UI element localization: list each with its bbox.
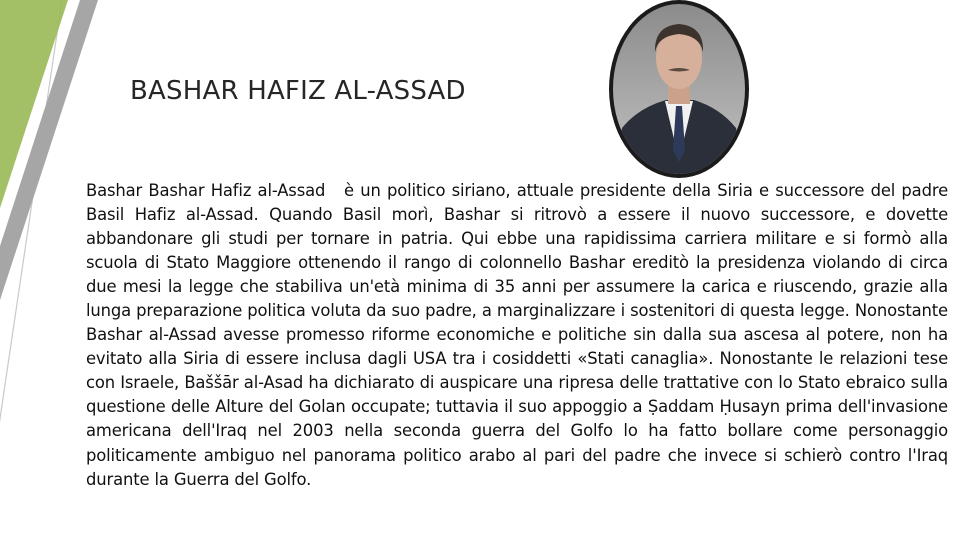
biography-paragraph: Bashar Bashar Hafiz al-Assad è un politico siriano, attuale presidente della Siria e successore del padre Basil Hafiz al-Assad. Quando Basil morì, Bashar si ritrovò a essere il nuovo successore, e dovette abbandonare gli studi per tornare in patria. Qui ebbe una rapidissima carriera militare e si formò alla scuola di Stato Maggiore ottenendo il rango di colonnello Bashar ereditò la presidenza violando di circa due mesi la legge che stabiliva un'età minima di 35 anni per assumere la carica e riuscendo, grazie alla lunga preparazione politica voluta da suo padre, a marginalizzare i sostenitori di questa legge. Nonostante Bashar al-Assad avesse promesso riforme economiche e politiche sin dalla sua ascesa al potere, non ha evitato alla Siria di essere inclusa dagli USA tra i cosiddetti «Stati canaglia». Nonostante le relazioni tese con Israele, Baššār al-Asad ha dichiarato di auspicare una ripresa delle trattative con lo Stato ebraico sulla questione delle Alture del Golan occupate; tuttavia il suo appoggio a Ṣaddam Ḥusayn prima dell'invasione americana dell'Iraq nel 2003 nella seconda guerra del Golfo lo ha fatto bollare come personaggio politicamente ambiguo nel panorama politico arabo al pari del padre che invece si schierò contro l'Iraq durante la Guerra del Golfo. [86, 181, 948, 489]
portrait-image [608, 0, 750, 178]
slide-title: BASHAR HAFIZ AL-ASSAD [130, 76, 466, 106]
